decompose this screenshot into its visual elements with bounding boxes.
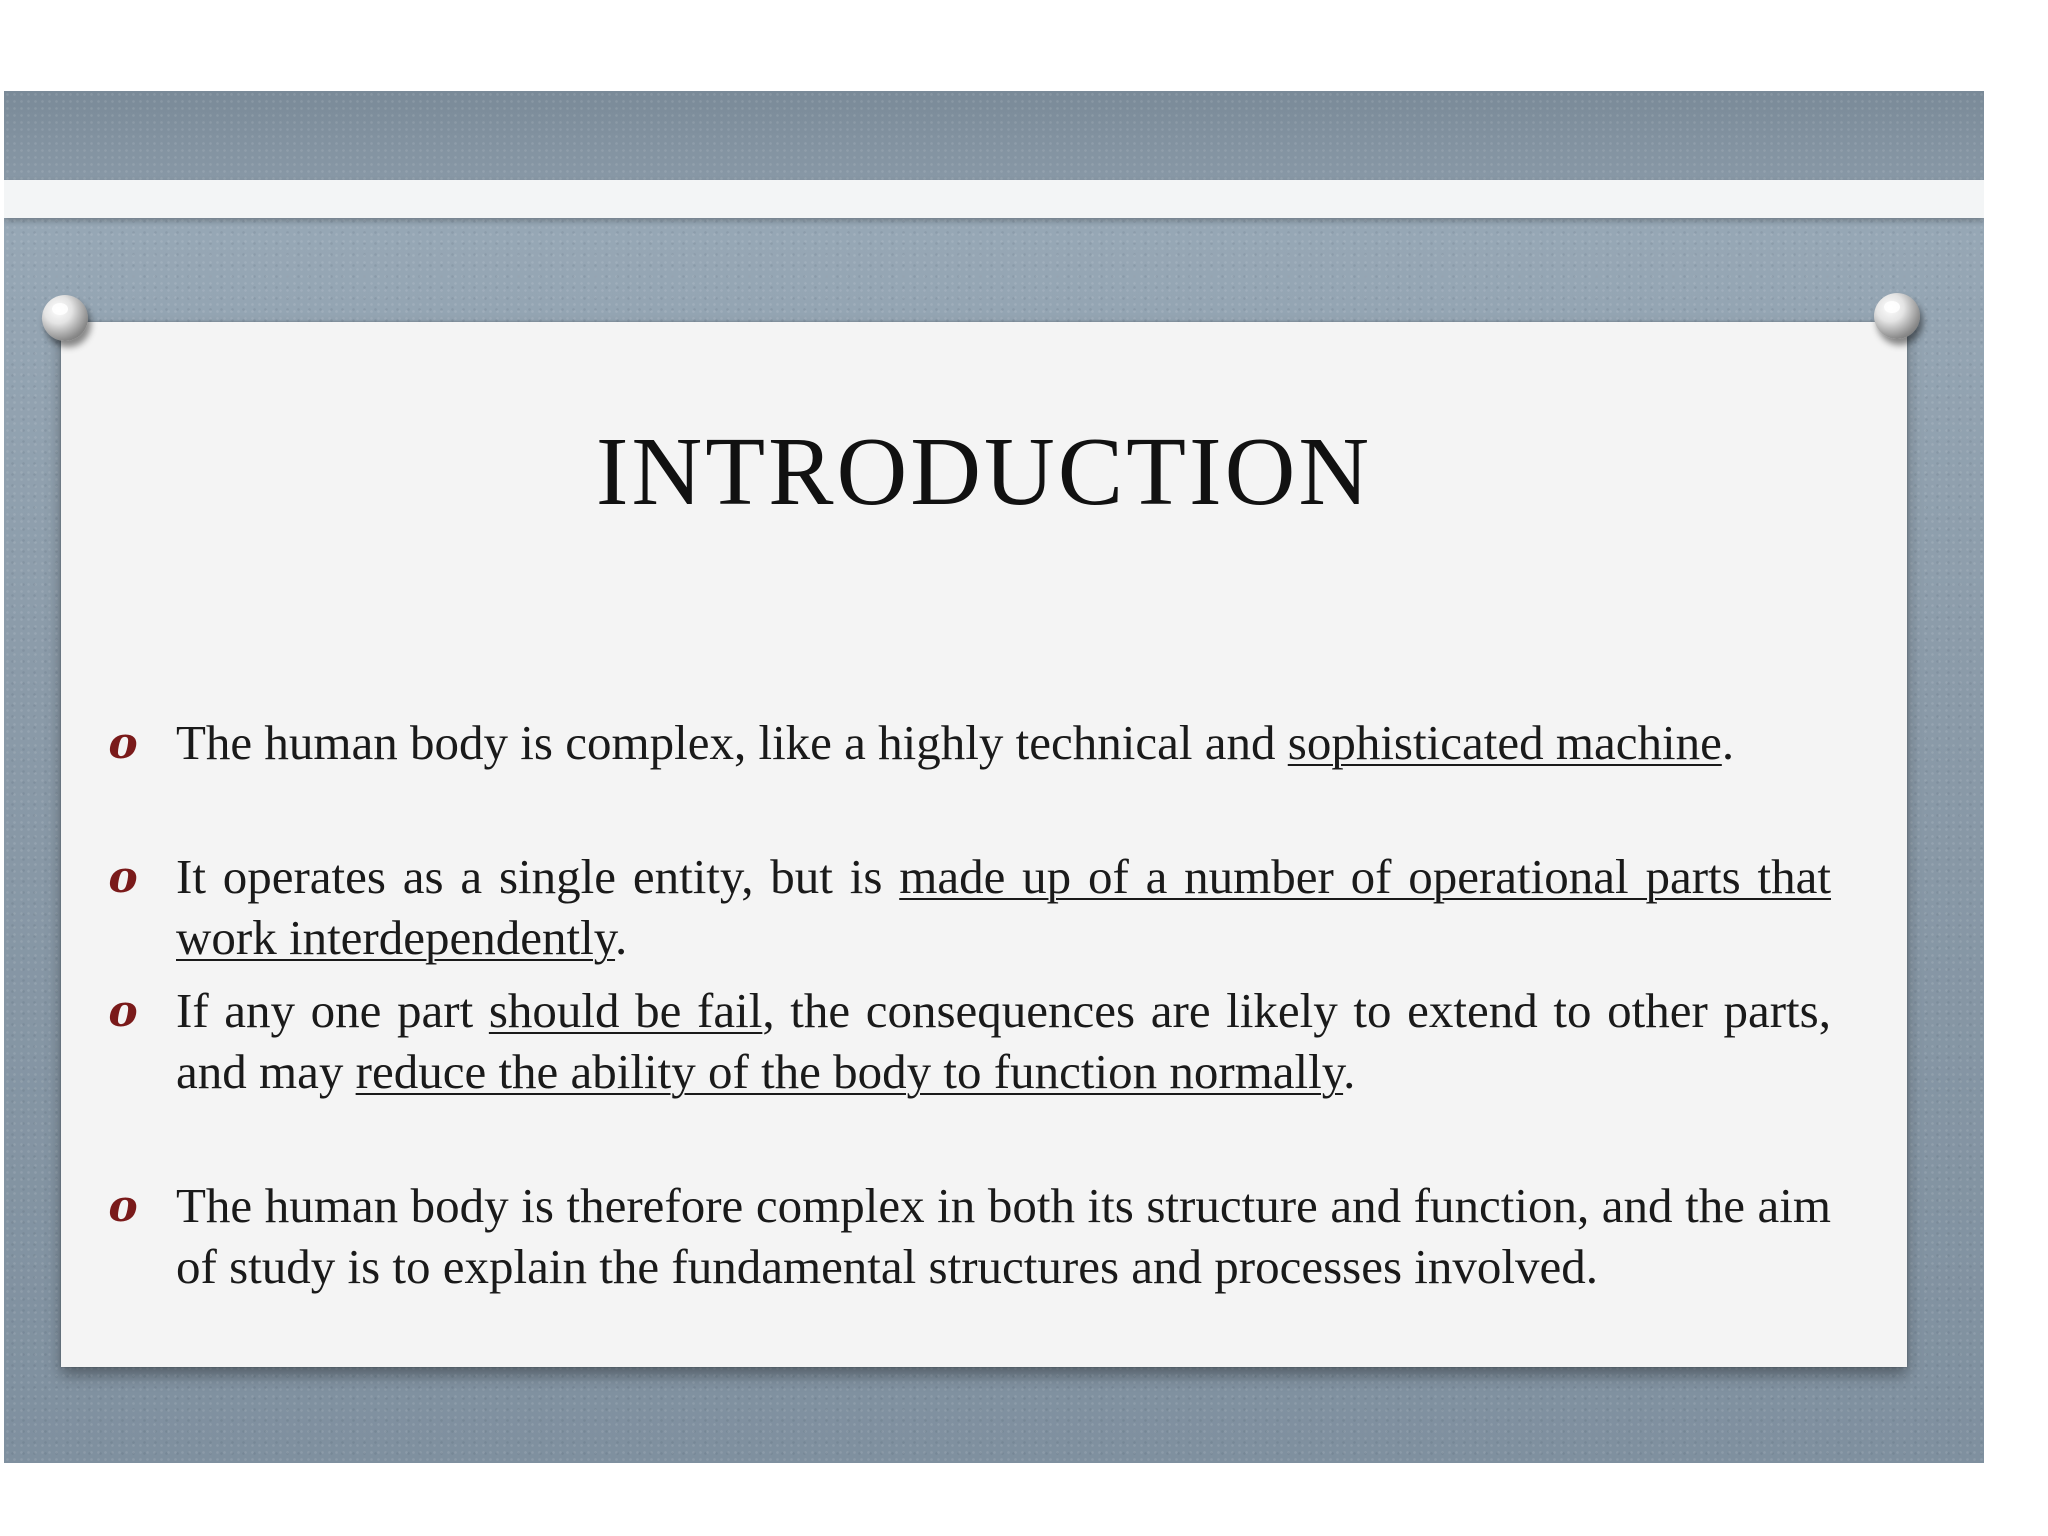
bullet-text-segment: . — [615, 910, 628, 965]
bullet-text-segment: The human body is therefore complex in both its structure and function, and the aim of study is to explain the fundamental structures and processes involved. — [176, 1178, 1831, 1294]
bullet-text-segment: The human body is complex, like a highly technical and — [176, 715, 1288, 770]
bullet-text-segment: . — [1343, 1044, 1356, 1099]
slide — [4, 91, 1984, 1463]
bullet-text — [176, 1175, 1831, 1297]
bullet-text-segment: , the consequences are likely to extend to other parts, and may — [176, 983, 1831, 1099]
pushpin-icon — [1874, 293, 1920, 339]
slide-title: INTRODUCTION — [595, 418, 1373, 526]
slide-divider-strip — [4, 180, 1984, 218]
bullet-text-underlined: should be fail — [488, 983, 763, 1038]
bullet-marker-icon: o — [108, 1181, 138, 1232]
bullet-marker-icon: o — [108, 852, 138, 903]
pushpin-icon — [42, 295, 88, 341]
slide-top-band — [4, 91, 1984, 180]
bullet-text — [176, 980, 1831, 1102]
bullet-text-underlined: reduce the ability of the body to function normally — [355, 1044, 1344, 1099]
bullet-text-segment: It operates as a single entity, but is — [176, 849, 900, 904]
note-card — [61, 322, 1907, 1367]
bullet-text-underlined: made up of a number of operational parts that work interdependently — [176, 849, 1831, 965]
bullet-text-segment: If any one part — [176, 983, 489, 1038]
bullet-text-segment: . — [1721, 715, 1735, 770]
bullet-text — [176, 846, 1831, 968]
bullet-marker-icon: o — [108, 986, 138, 1037]
bullet-text-underlined: sophisticated machine — [1287, 715, 1722, 770]
bullet-marker-icon: o — [108, 718, 138, 769]
bullet-text — [176, 712, 1831, 773]
